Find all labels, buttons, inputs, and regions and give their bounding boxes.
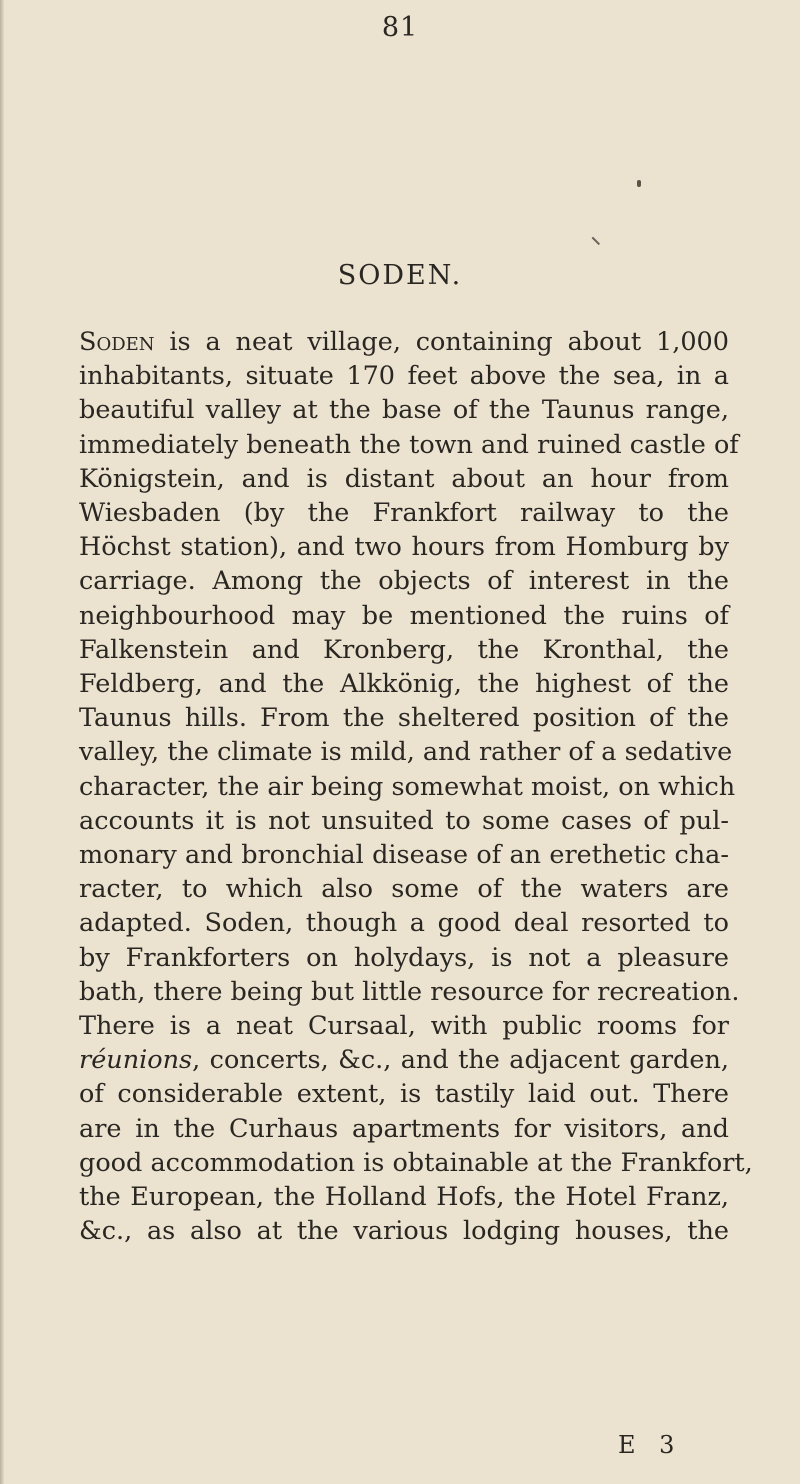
text-line: character, the air being somewhat moist, on which: [79, 771, 736, 802]
text-line: Wiesbaden (by the Frankfort railway to the: [79, 498, 729, 529]
page-edge: [0, 0, 4, 1484]
text-line: by Frankforters on holydays, is not a pleasure: [79, 942, 729, 973]
text-line: immediately beneath the town and ruined castle of: [79, 429, 739, 460]
section-heading: SODEN.: [337, 260, 463, 291]
text-line: Höchst station), and two hours from Homburg by: [79, 532, 729, 563]
text-line: Soden is a neat village, containing about 1,000: [79, 327, 729, 357]
text-line: adapted. Soden, though a good deal resorted to: [79, 908, 729, 939]
text-line: beautiful valley at the base of the Taunus range,: [79, 395, 729, 426]
text-line: bath, there being but little resource for recreation.: [79, 976, 740, 1007]
text-line: the European, the Holland Hofs, the Hotel Franz,: [79, 1182, 729, 1213]
text-line: Falkenstein and Kronberg, the Kronthal, the: [79, 634, 729, 665]
text-line: accounts it is not unsuited to some cases of pul-: [79, 805, 729, 836]
text-line: &c., as also at the various lodging houses, the: [79, 1216, 729, 1247]
text-line: inhabitants, situate 170 feet above the sea, in a: [79, 361, 729, 392]
text-line: monary and bronchial disease of an erethetic cha-: [79, 840, 729, 871]
lead-word: Soden: [79, 327, 155, 357]
text-line: Taunus hills. From the sheltered position of the: [79, 703, 729, 734]
ink-mark: [637, 180, 641, 187]
text-line: Königstein, and is distant about an hour from: [79, 463, 729, 494]
text-line: racter, to which also some of the waters are: [79, 874, 729, 905]
text-line: of considerable extent, is tastily laid out. There: [79, 1079, 729, 1110]
text-line: valley, the climate is mild, and rather of a sedative: [79, 737, 733, 768]
text-line: good accommodation is obtainable at the Frankfort,: [79, 1147, 753, 1178]
page-number: 81: [381, 12, 419, 43]
text-line: are in the Curhaus apartments for visitors, and: [79, 1113, 729, 1144]
text-line: neighbourhood may be mentioned the ruins of: [79, 600, 729, 631]
text-line: carriage. Among the objects of interest in the: [79, 566, 729, 597]
text-line: Feldberg, and the Alkkönig, the highest of the: [79, 669, 729, 700]
italic-word: réunions: [79, 1045, 193, 1076]
text-line: There is a neat Cursaal, with public rooms for: [79, 1011, 729, 1042]
body-paragraph: [79, 325, 753, 1248]
signature-mark: E 3: [618, 1431, 683, 1459]
text-line: réunions, concerts, &c., and the adjacent garden,: [79, 1045, 729, 1076]
ink-mark: [592, 237, 600, 245]
